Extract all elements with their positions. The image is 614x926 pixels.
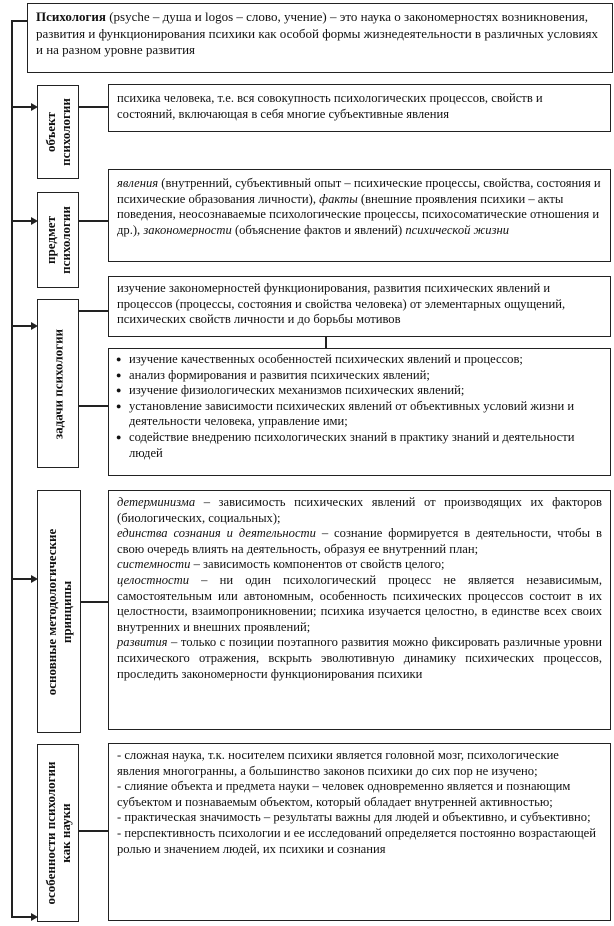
tasks-list-item: ● изучение качественных особенностей психических явлений и процессов; — [115, 352, 604, 368]
principle-term: системности — [117, 557, 191, 572]
principle-term: развития — [117, 635, 168, 650]
principle-integrity — [117, 573, 602, 635]
principle-systemness — [117, 557, 602, 573]
principle-text: – зависимость компонентов от свойств целого; — [190, 557, 445, 572]
principle-text: – только с позиции поэтапного развития можно фиксировать различные уровни психического отражения, вскрыть эволютивную динамику психических процессов, проследить закономерности функционирования психики — [117, 635, 602, 681]
connector-principles — [11, 578, 31, 580]
tasks-top-box — [108, 276, 611, 337]
connector-features — [11, 916, 31, 918]
main-vertical-line — [11, 20, 13, 916]
subject-term-laws: закономерности — [143, 222, 232, 237]
subject-text-laws: (объяснение фактов и явлений) — [231, 222, 406, 237]
features-item: - практическая значимость – результаты важны для людей и объективно, и субъективно; — [117, 810, 591, 825]
subject-label-box — [37, 192, 79, 288]
tasks-top-text: изучение закономерностей функционирования, развития психических явлений и процессов (процессы, состояния и свойства человека) от элементарных ощущений, психических свойств личности и до борьбы мотивов — [117, 281, 566, 327]
subject-text-laws-end: психической жизни — [405, 222, 510, 237]
features-label: особенности психологии как науки — [43, 761, 73, 905]
tasks-list-item: ● установление зависимости психических явлений от объективных условий жизни и деятельности человека, управление ими; — [115, 399, 604, 430]
tasks-list-box — [108, 348, 611, 476]
definition-text: (psyche – душа и logos – слово, учение) – это наука о закономерностях возникновения, развития и функционирования психики как особой формы жизнедеятельности в различных условиях и на разном уровне развития — [36, 9, 598, 57]
features-box — [108, 743, 611, 921]
link-principles — [81, 601, 108, 603]
link-tasks-list — [79, 405, 108, 407]
subject-box — [108, 169, 611, 262]
subject-term-facts: факты — [319, 191, 358, 206]
tasks-list-item: ● содействие внедрению психологических знаний в практику знаний и деятельности людей — [115, 430, 604, 461]
link-features — [79, 830, 108, 832]
object-box — [108, 84, 611, 132]
principles-label: основные методологические принципы — [44, 528, 74, 695]
object-label-box — [37, 85, 79, 179]
subject-label: предмет психологии — [43, 206, 73, 274]
features-item: - слияние объекта и предмета науки – человек одновременно является и познающим субъектом и познаваемым объектом, который обладает внутренней активностью; — [117, 779, 571, 809]
features-item: - перспективность психологии и ее исследований определяется постоянно возрастающей ролью и значением людей, их психики и сознания — [117, 825, 596, 856]
subject-text-phenomena: (внутренний, субъективный опыт – психические процессы, свойства, состояния и психические образования личности), — [117, 176, 601, 206]
principle-term: детерминизма — [117, 495, 196, 509]
principles-box — [108, 490, 611, 730]
link-subject — [79, 220, 108, 222]
definition-term: Психология — [36, 9, 106, 24]
principle-text: – сознание формируется в деятельности, чтобы в свою очередь влиять на деятельность, образуя ее внутренний план; — [117, 526, 602, 556]
principle-text: – зависимость психических явлений от производящих их факторов (биологических, социальных); — [117, 495, 602, 525]
principles-label-box — [37, 490, 81, 733]
connector-object — [11, 106, 31, 108]
subject-text-facts: (внешние проявления психики – акты поведения, неосознаваемые психологические процессы, психосоматические отношения и др.), — [117, 191, 600, 237]
connector-tasks — [11, 325, 31, 327]
tasks-list-item: ● анализ формирования и развития психических явлений; — [115, 368, 604, 384]
subject-term-phenomena: явления — [117, 176, 159, 190]
principle-term: единства сознания и деятельности — [117, 526, 316, 541]
tasks-label-box — [37, 299, 79, 468]
connector-subject — [11, 220, 31, 222]
definition-box — [27, 3, 613, 73]
tasks-list-item: ● изучение физиологических механизмов психических явлений; — [115, 383, 604, 399]
principle-development — [117, 635, 602, 682]
principle-term: целостности — [117, 572, 190, 587]
link-tasks-top — [79, 310, 108, 312]
features-label-box — [37, 744, 79, 922]
principle-unity — [117, 526, 602, 557]
link-object — [79, 106, 108, 108]
connector-header — [11, 20, 27, 22]
tasks-label: задачи психологии — [50, 328, 66, 439]
principle-text: – ни один психологический процесс не является независимым, самостоятельным или автономным, особенность психических процессов состоит в их целостности, взаимопроникновении; психика изучается целостно, в единстве всех своих внутренних и внешних проявлений; — [117, 572, 602, 634]
object-label: объект психологии — [43, 98, 73, 166]
object-text: психика человека, т.е. вся совокупность психологических процессов, свойств и состояний, включающая в себя многие субъективные явления — [117, 91, 543, 121]
features-item: - сложная наука, т.к. носителем психики является головной мозг, психологические явления многогранны, а большинство законов психики до сих пор не изучено; — [117, 748, 559, 778]
tasks-list — [115, 352, 604, 461]
link-tasks-vertical — [325, 337, 327, 348]
principle-determinism — [117, 495, 602, 526]
